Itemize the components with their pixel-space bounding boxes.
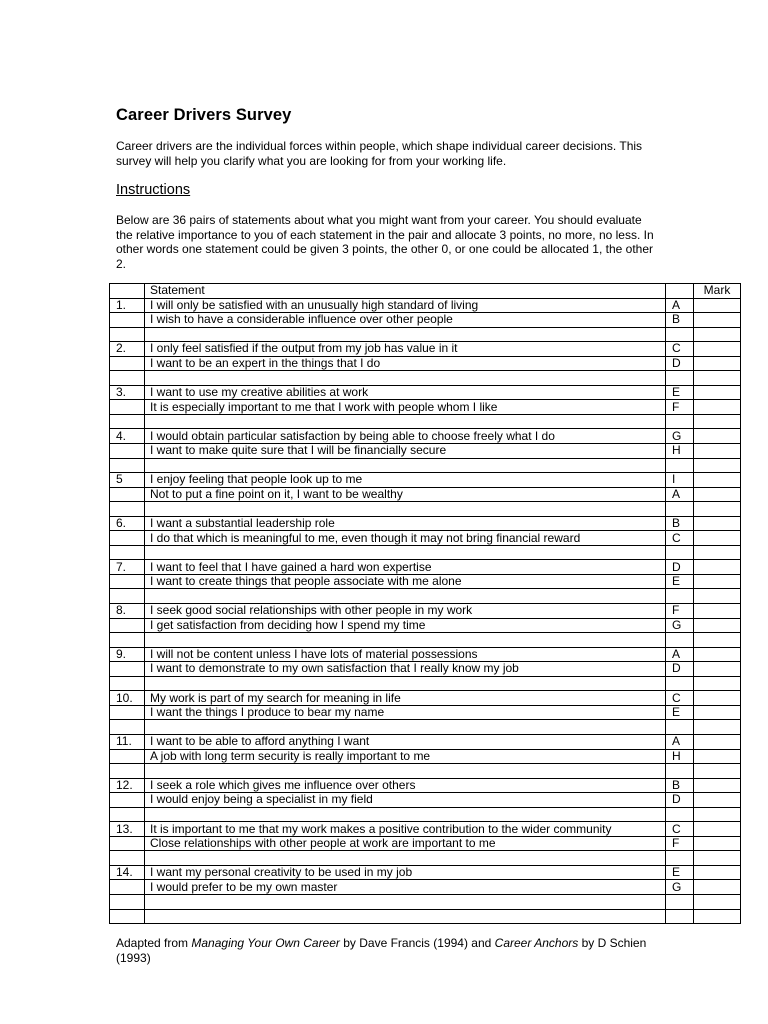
spacer-statement-cell — [145, 807, 666, 822]
spacer-statement-cell — [145, 502, 666, 517]
statement-cell: It is important to me that my work makes a positive contribution to the wider community — [145, 822, 666, 837]
spacer-mark-cell — [694, 327, 741, 342]
spacer-row — [110, 764, 741, 779]
spacer-letter-cell — [666, 502, 694, 517]
statement-cell: I seek a role which gives me influence over others — [145, 778, 666, 793]
driver-letter-cell: E — [666, 385, 694, 400]
spacer-mark-cell — [694, 909, 741, 924]
statement-cell: I want to make quite sure that I will be financially secure — [145, 444, 666, 459]
pair-number-cell: 9. — [110, 647, 145, 662]
statement-cell: I get satisfaction from deciding how I spend my time — [145, 618, 666, 633]
table-row — [110, 647, 741, 662]
mark-entry-cell[interactable] — [694, 385, 741, 400]
spacer-mark-cell — [694, 894, 741, 909]
spacer-letter-cell — [666, 633, 694, 648]
statement-cell: I would prefer to be my own master — [145, 880, 666, 895]
pair-number-cell — [110, 574, 145, 589]
pair-number-cell: 10. — [110, 691, 145, 706]
spacer-letter-cell — [666, 327, 694, 342]
spacer-letter-cell — [666, 676, 694, 691]
pair-number-cell — [110, 705, 145, 720]
table-row — [110, 342, 741, 357]
spacer-row — [110, 633, 741, 648]
spacer-statement-cell — [145, 894, 666, 909]
spacer-mark-cell — [694, 807, 741, 822]
table-row — [110, 516, 741, 531]
footer-suffix: by D Schien (1993) — [116, 936, 647, 965]
pair-number-cell: 2. — [110, 342, 145, 357]
mark-entry-cell[interactable] — [694, 793, 741, 808]
pair-number-cell — [110, 356, 145, 371]
spacer-number-cell — [110, 894, 145, 909]
statement-cell: I only feel satisfied if the output from my job has value in it — [145, 342, 666, 357]
spacer-letter-cell — [666, 909, 694, 924]
spacer-letter-cell — [666, 807, 694, 822]
pair-number-cell — [110, 531, 145, 546]
spacer-number-cell — [110, 545, 145, 560]
statement-cell: I want the things I produce to bear my name — [145, 705, 666, 720]
driver-letter-cell: D — [666, 662, 694, 677]
pair-number-cell — [110, 880, 145, 895]
spacer-letter-cell — [666, 764, 694, 779]
pair-number-cell: 11. — [110, 734, 145, 749]
spacer-number-cell — [110, 720, 145, 735]
spacer-number-cell — [110, 589, 145, 604]
mark-entry-cell[interactable] — [694, 342, 741, 357]
spacer-mark-cell — [694, 371, 741, 386]
mark-entry-cell[interactable] — [694, 560, 741, 575]
spacer-number-cell — [110, 909, 145, 924]
statement-cell: Close relationships with other people at work are important to me — [145, 836, 666, 851]
spacer-mark-cell — [694, 414, 741, 429]
statement-cell: I want to be an expert in the things that I do — [145, 356, 666, 371]
statement-cell: I want to use my creative abilities at work — [145, 385, 666, 400]
pair-number-cell: 6. — [110, 516, 145, 531]
driver-letter-cell: B — [666, 778, 694, 793]
spacer-mark-cell — [694, 764, 741, 779]
spacer-number-cell — [110, 807, 145, 822]
statement-cell: I would obtain particular satisfaction by being able to choose freely what I do — [145, 429, 666, 444]
table-row — [110, 749, 741, 764]
mark-entry-cell[interactable] — [694, 778, 741, 793]
spacer-number-cell — [110, 458, 145, 473]
spacer-letter-cell — [666, 851, 694, 866]
spacer-statement-cell — [145, 414, 666, 429]
spacer-row — [110, 414, 741, 429]
table-row — [110, 618, 741, 633]
spacer-mark-cell — [694, 633, 741, 648]
driver-letter-cell: F — [666, 400, 694, 415]
pair-number-cell — [110, 444, 145, 459]
statement-cell: I seek good social relationships with other people in my work — [145, 604, 666, 619]
spacer-letter-cell — [666, 371, 694, 386]
spacer-statement-cell — [145, 327, 666, 342]
page-title: Career Drivers Survey — [116, 106, 292, 124]
table-row — [110, 822, 741, 837]
mark-entry-cell[interactable] — [694, 836, 741, 851]
mark-entry-cell[interactable] — [694, 822, 741, 837]
spacer-statement-cell — [145, 851, 666, 866]
spacer-mark-cell — [694, 720, 741, 735]
table-row — [110, 298, 741, 313]
mark-entry-cell[interactable] — [694, 662, 741, 677]
table-row — [110, 473, 741, 488]
spacer-mark-cell — [694, 589, 741, 604]
header-number-cell — [110, 284, 145, 299]
mark-entry-cell[interactable] — [694, 880, 741, 895]
pair-number-cell — [110, 793, 145, 808]
spacer-mark-cell — [694, 545, 741, 560]
table-row — [110, 574, 741, 589]
spacer-statement-cell — [145, 589, 666, 604]
mark-entry-cell[interactable] — [694, 487, 741, 502]
spacer-mark-cell — [694, 502, 741, 517]
statement-cell: My work is part of my search for meaning in life — [145, 691, 666, 706]
footer-book-title-1: Managing Your Own Career — [191, 936, 340, 950]
spacer-letter-cell — [666, 545, 694, 560]
table-row — [110, 400, 741, 415]
mark-entry-cell[interactable] — [694, 473, 741, 488]
mark-entry-cell[interactable] — [694, 313, 741, 328]
driver-letter-cell: E — [666, 865, 694, 880]
pair-number-cell — [110, 662, 145, 677]
footer-prefix: Adapted from — [116, 936, 192, 950]
driver-letter-cell: C — [666, 342, 694, 357]
table-row — [110, 604, 741, 619]
statement-cell: I wish to have a considerable influence over other people — [145, 313, 666, 328]
driver-letter-cell: C — [666, 691, 694, 706]
mark-entry-cell[interactable] — [694, 356, 741, 371]
spacer-row — [110, 327, 741, 342]
pair-number-cell: 12. — [110, 778, 145, 793]
spacer-statement-cell — [145, 909, 666, 924]
mark-entry-cell[interactable] — [694, 618, 741, 633]
pair-number-cell — [110, 618, 145, 633]
driver-letter-cell: C — [666, 822, 694, 837]
spacer-row — [110, 502, 741, 517]
table-row — [110, 429, 741, 444]
header-letter-cell — [666, 284, 694, 299]
pair-number-cell — [110, 400, 145, 415]
statement-cell: Not to put a fine point on it, I want to be wealthy — [145, 487, 666, 502]
spacer-statement-cell — [145, 458, 666, 473]
pair-number-cell: 5 — [110, 473, 145, 488]
statement-cell: I want to feel that I have gained a hard won expertise — [145, 560, 666, 575]
mark-entry-cell[interactable] — [694, 444, 741, 459]
footer-citation — [116, 936, 656, 965]
survey-table — [109, 283, 741, 924]
table-row — [110, 313, 741, 328]
statement-cell: I would enjoy being a specialist in my field — [145, 793, 666, 808]
spacer-statement-cell — [145, 676, 666, 691]
spacer-row — [110, 894, 741, 909]
spacer-row — [110, 371, 741, 386]
mark-entry-cell[interactable] — [694, 574, 741, 589]
mark-entry-cell[interactable] — [694, 734, 741, 749]
table-row — [110, 487, 741, 502]
spacer-statement-cell — [145, 545, 666, 560]
table-row — [110, 836, 741, 851]
instructions-heading: Instructions — [116, 182, 191, 198]
statement-cell: I enjoy feeling that people look up to me — [145, 473, 666, 488]
mark-entry-cell[interactable] — [694, 705, 741, 720]
table-row — [110, 385, 741, 400]
driver-letter-cell: A — [666, 734, 694, 749]
driver-letter-cell: B — [666, 313, 694, 328]
table-row — [110, 778, 741, 793]
table-row — [110, 880, 741, 895]
pair-number-cell: 3. — [110, 385, 145, 400]
spacer-row — [110, 807, 741, 822]
driver-letter-cell: D — [666, 560, 694, 575]
table-header-row — [110, 284, 741, 299]
table-row — [110, 865, 741, 880]
table-row — [110, 560, 741, 575]
table-row — [110, 531, 741, 546]
pair-number-cell: 13. — [110, 822, 145, 837]
pair-number-cell: 1. — [110, 298, 145, 313]
table-row — [110, 662, 741, 677]
driver-letter-cell: A — [666, 298, 694, 313]
spacer-statement-cell — [145, 633, 666, 648]
mark-entry-cell[interactable] — [694, 531, 741, 546]
spacer-letter-cell — [666, 894, 694, 909]
pair-number-cell: 7. — [110, 560, 145, 575]
table-row — [110, 734, 741, 749]
spacer-statement-cell — [145, 764, 666, 779]
spacer-mark-cell — [694, 458, 741, 473]
driver-letter-cell: I — [666, 473, 694, 488]
mark-entry-cell[interactable] — [694, 647, 741, 662]
driver-letter-cell: G — [666, 429, 694, 444]
intro-paragraph: Career drivers are the individual forces within people, which shape individual career decisions. This survey will help you clarify what you are looking for from your working life. — [116, 139, 643, 168]
spacer-number-cell — [110, 502, 145, 517]
spacer-number-cell — [110, 676, 145, 691]
mark-entry-cell[interactable] — [694, 429, 741, 444]
driver-letter-cell: E — [666, 574, 694, 589]
mark-entry-cell[interactable] — [694, 691, 741, 706]
driver-letter-cell: H — [666, 749, 694, 764]
statement-cell: I want to demonstrate to my own satisfaction that I really know my job — [145, 662, 666, 677]
statement-cell: I want to be able to afford anything I want — [145, 734, 666, 749]
spacer-row — [110, 676, 741, 691]
driver-letter-cell: A — [666, 647, 694, 662]
driver-letter-cell: F — [666, 836, 694, 851]
driver-letter-cell: E — [666, 705, 694, 720]
survey-table-body — [110, 284, 741, 924]
spacer-letter-cell — [666, 720, 694, 735]
spacer-row — [110, 589, 741, 604]
spacer-row — [110, 458, 741, 473]
statement-cell: I want to create things that people associate with me alone — [145, 574, 666, 589]
pair-number-cell: 14. — [110, 865, 145, 880]
spacer-mark-cell — [694, 851, 741, 866]
spacer-statement-cell — [145, 720, 666, 735]
driver-letter-cell: G — [666, 618, 694, 633]
spacer-number-cell — [110, 851, 145, 866]
header-statement-cell: Statement — [145, 284, 666, 299]
mark-entry-cell[interactable] — [694, 298, 741, 313]
header-mark-cell: Mark — [694, 284, 741, 299]
table-row — [110, 444, 741, 459]
pair-number-cell — [110, 836, 145, 851]
driver-letter-cell: B — [666, 516, 694, 531]
statement-cell: I will only be satisfied with an unusually high standard of living — [145, 298, 666, 313]
spacer-number-cell — [110, 414, 145, 429]
driver-letter-cell: D — [666, 793, 694, 808]
spacer-number-cell — [110, 327, 145, 342]
table-row — [110, 691, 741, 706]
driver-letter-cell: D — [666, 356, 694, 371]
spacer-letter-cell — [666, 589, 694, 604]
instructions-paragraph: Below are 36 pairs of statements about what you might want from your career. You should evaluate the relative importance to you of each statement in the pair and allocate 3 points, no more, no less. In other words one statement could be given 3 points, the other 0, or one could be allocated 1, the other 2. — [116, 213, 654, 271]
statement-cell: I want a substantial leadership role — [145, 516, 666, 531]
table-row — [110, 793, 741, 808]
statement-cell: I want my personal creativity to be used in my job — [145, 865, 666, 880]
spacer-number-cell — [110, 633, 145, 648]
mark-entry-cell[interactable] — [694, 749, 741, 764]
statement-cell: I will not be content unless I have lots of material possessions — [145, 647, 666, 662]
pair-number-cell: 8. — [110, 604, 145, 619]
mark-entry-cell[interactable] — [694, 516, 741, 531]
pair-number-cell — [110, 313, 145, 328]
footer-middle: by Dave Francis (1994) and — [339, 936, 495, 950]
spacer-statement-cell — [145, 371, 666, 386]
driver-letter-cell: F — [666, 604, 694, 619]
driver-letter-cell: C — [666, 531, 694, 546]
spacer-row — [110, 545, 741, 560]
spacer-row — [110, 909, 741, 924]
pair-number-cell: 4. — [110, 429, 145, 444]
pair-number-cell — [110, 487, 145, 502]
footer-book-title-2: Career Anchors — [494, 936, 579, 950]
statement-cell: I do that which is meaningful to me, even though it may not bring financial reward — [145, 531, 666, 546]
spacer-row — [110, 851, 741, 866]
table-row — [110, 705, 741, 720]
driver-letter-cell: G — [666, 880, 694, 895]
pair-number-cell — [110, 749, 145, 764]
driver-letter-cell: A — [666, 487, 694, 502]
statement-cell: A job with long term security is really important to me — [145, 749, 666, 764]
spacer-letter-cell — [666, 414, 694, 429]
mark-entry-cell[interactable] — [694, 604, 741, 619]
statement-cell: It is especially important to me that I work with people whom I like — [145, 400, 666, 415]
spacer-row — [110, 720, 741, 735]
table-row — [110, 356, 741, 371]
spacer-mark-cell — [694, 676, 741, 691]
spacer-number-cell — [110, 371, 145, 386]
spacer-letter-cell — [666, 458, 694, 473]
mark-entry-cell[interactable] — [694, 400, 741, 415]
mark-entry-cell[interactable] — [694, 865, 741, 880]
spacer-number-cell — [110, 764, 145, 779]
driver-letter-cell: H — [666, 444, 694, 459]
